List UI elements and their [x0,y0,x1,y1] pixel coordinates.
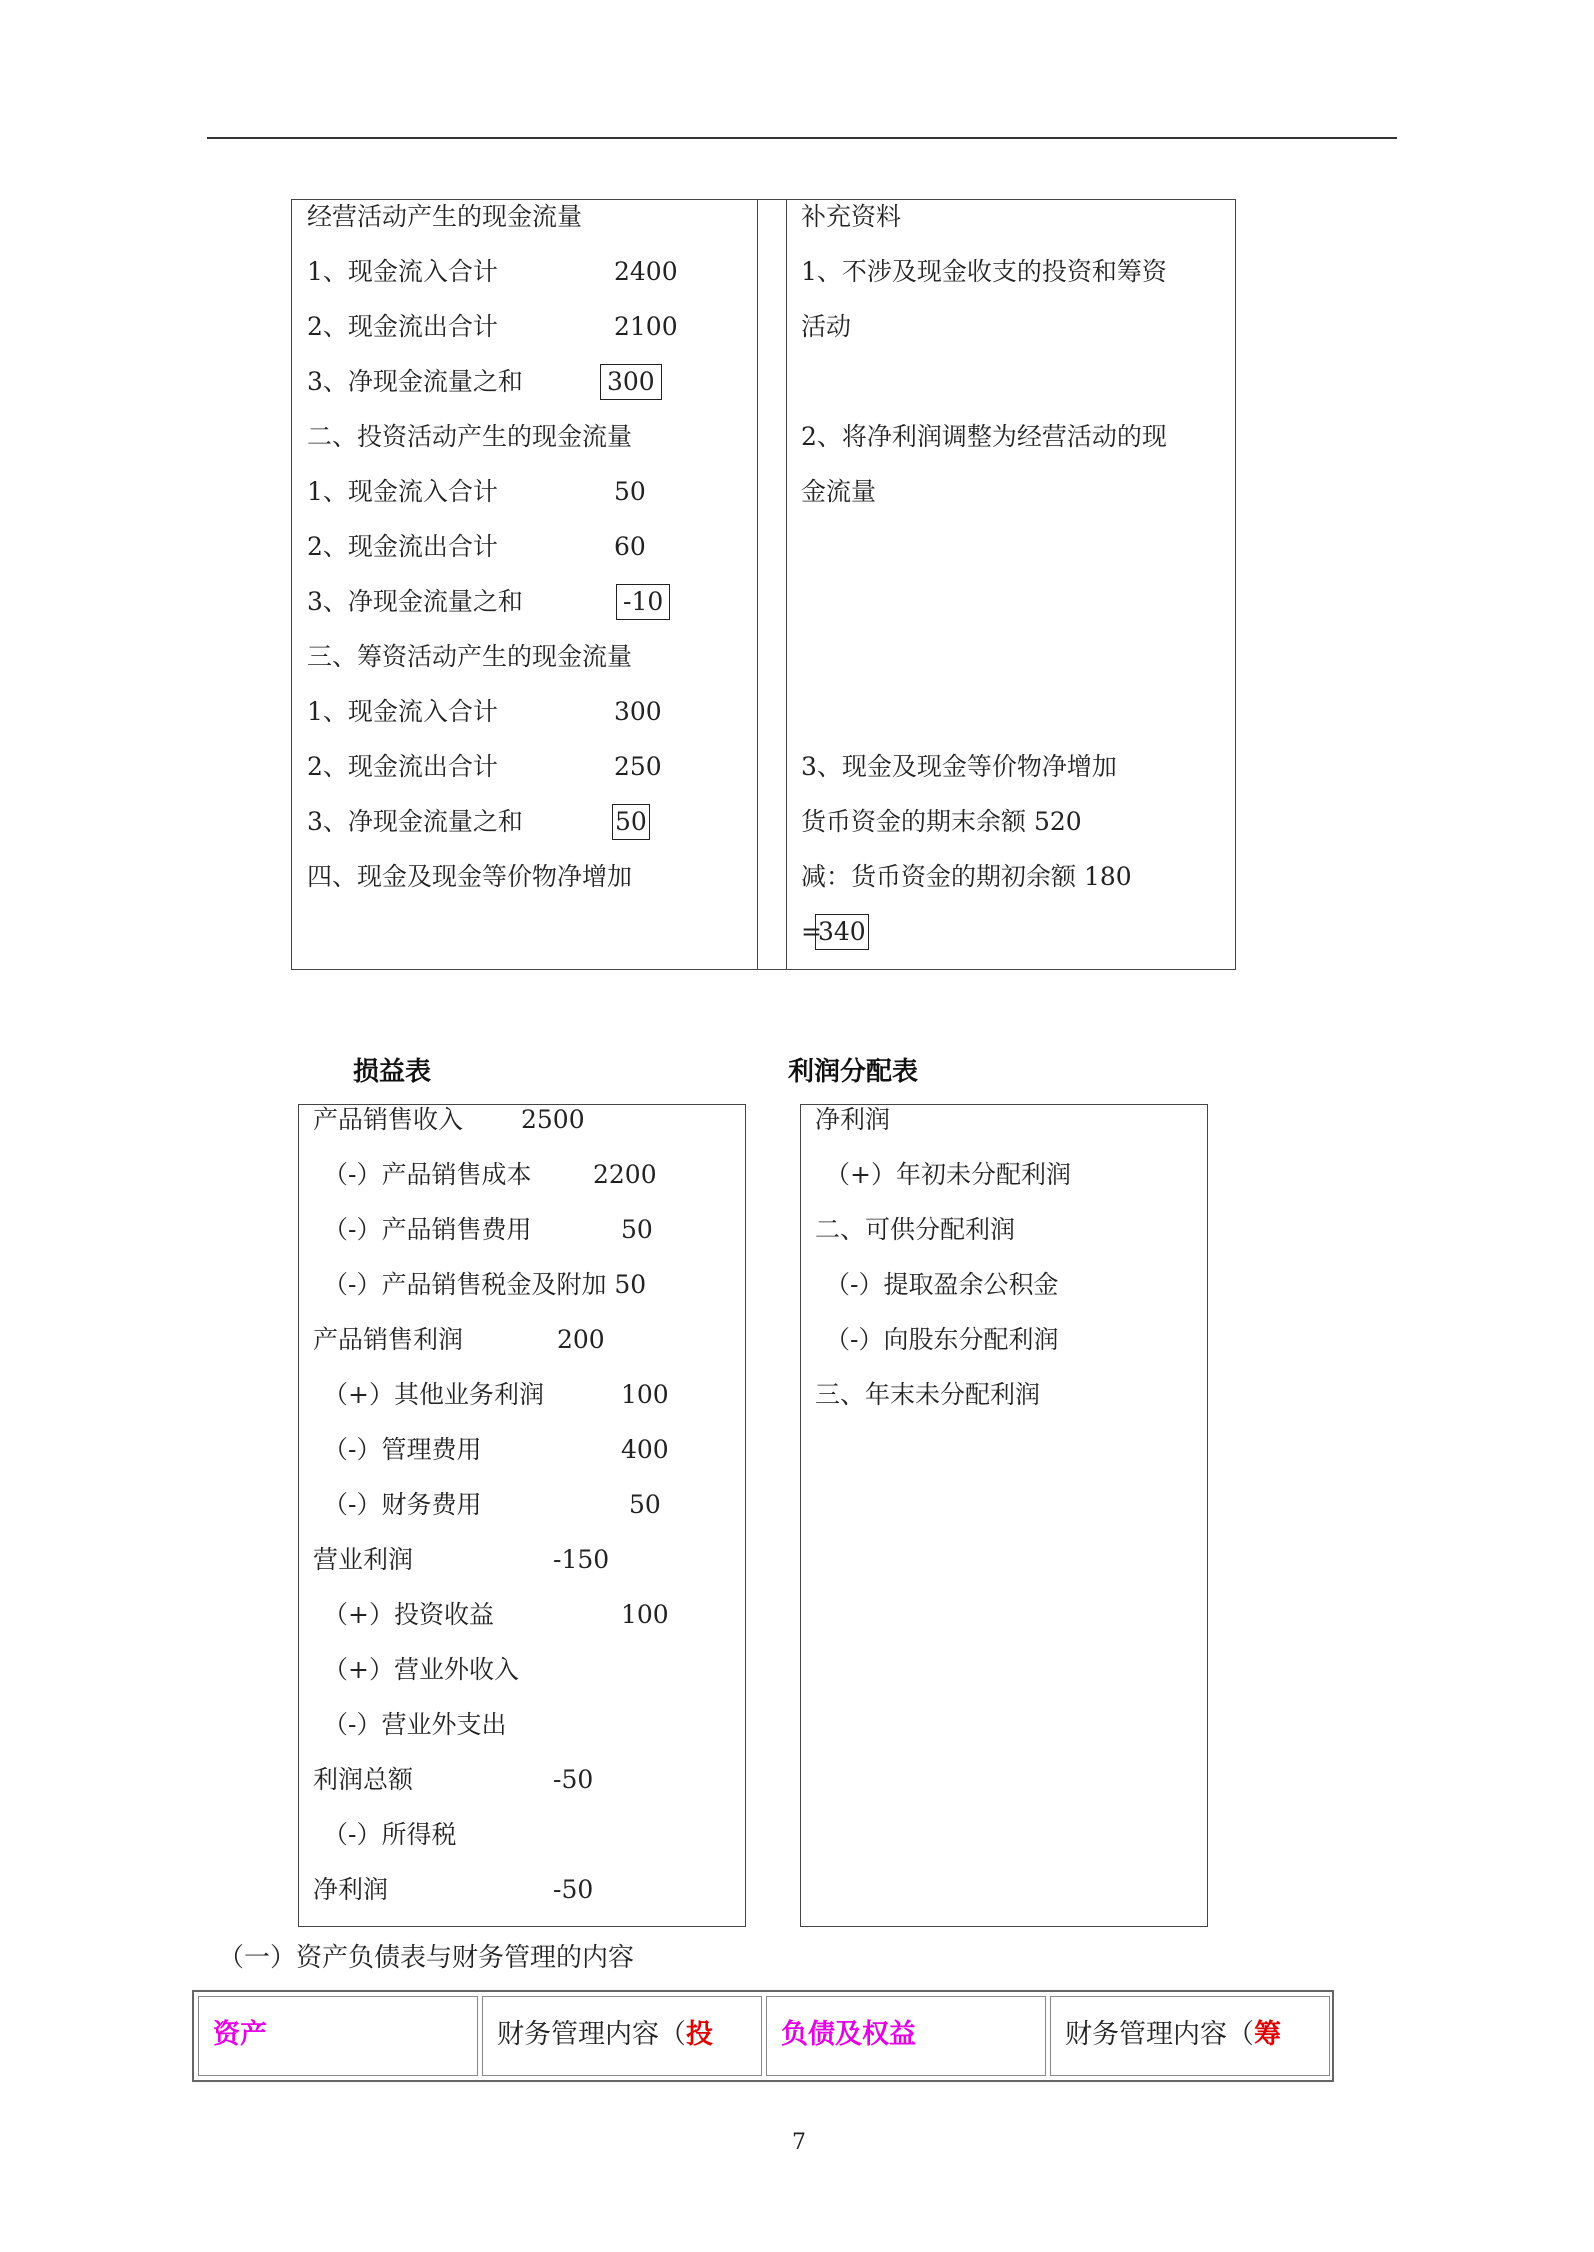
header-cell-liabilities [766,1996,1046,2076]
operating-inflow-label: 1、现金流入合计 [307,257,498,286]
header-rule [207,137,1397,139]
investing-title: 二、投资活动产生的现金流量 [307,422,633,451]
income-row-value: 50 [629,1490,661,1519]
header-liabilities-label: 负债及权益 [781,2019,916,2050]
supplement-result: 340 [815,914,869,950]
distribution-row-label: （+）年初未分配利润 [825,1160,1071,1189]
income-row-label: 产品销售利润 [313,1325,464,1354]
investing-inflow-value: 50 [614,477,646,506]
supplement-item3-title: 3、现金及现金等价物净增加 [801,752,1117,781]
investing-outflow-value: 60 [614,532,646,561]
income-row-label: 营业利润 [313,1545,414,1574]
header-cell-investment-content [482,1996,762,2076]
income-statement-title: 损益表 [353,1057,432,1087]
income-statement-box [298,1104,746,1927]
investing-outflow-label: 2、现金流出合计 [307,532,498,561]
income-row-label: （-）产品销售费用 [323,1215,532,1244]
income-row-value: 200 [557,1325,605,1354]
section-caption: （一）资产负债表与财务管理的内容 [218,1943,635,1973]
income-row-value: 2500 [521,1105,585,1134]
income-row-value: 2200 [593,1160,657,1189]
investing-net-value: -10 [616,584,670,620]
financing-inflow-value: 300 [614,697,662,726]
income-row-label: （+）营业外收入 [323,1655,519,1684]
supplement-item2-line1: 2、将净利润调整为经营活动的现 [801,422,1167,451]
header-investment-prefix: 财务管理内容（ [497,2019,686,2050]
supplement-beginning-balance: 减：货币资金的期初余额 180 [801,862,1132,891]
distribution-statement-box [800,1104,1208,1927]
cash-flow-main-column [291,199,757,970]
financing-net-label: 3、净现金流量之和 [307,807,523,836]
header-financing-red: 筹 [1254,2019,1281,2050]
header-cell-financing-content [1050,1996,1330,2076]
income-row-label: （-）财务费用 [323,1490,482,1519]
income-row-label: （-）营业外支出 [323,1710,507,1739]
supplement-equals: = [801,917,822,946]
supplement-title: 补充资料 [801,202,902,231]
operating-net-value: 300 [600,364,662,400]
income-row-label: 产品销售收入 [313,1105,464,1134]
income-row-label: （+）其他业务利润 [323,1380,544,1409]
income-row-label: （-）产品销售成本 [323,1160,532,1189]
operating-title: 经营活动产生的现金流量 [307,202,583,231]
header-assets-label: 资产 [213,2019,267,2050]
financing-net-value: 50 [612,804,650,840]
income-row-value: -50 [553,1875,594,1904]
income-row-label: 利润总额 [313,1765,414,1794]
financing-title: 三、筹资活动产生的现金流量 [307,642,633,671]
distribution-row-label: （-）提取盈余公积金 [825,1270,1059,1299]
balance-sheet-header-row [192,1990,1334,2082]
operating-inflow-value: 2400 [614,257,678,286]
investing-net-label: 3、净现金流量之和 [307,587,523,616]
header-cell-assets [198,1996,478,2076]
header-financing-prefix: 财务管理内容（ [1065,2019,1254,2050]
distribution-statement-title: 利润分配表 [788,1057,919,1087]
operating-outflow-label: 2、现金流出合计 [307,312,498,341]
header-investment-content-label [497,2019,713,2051]
header-financing-content-label [1065,2019,1281,2051]
distribution-row-label: 二、可供分配利润 [815,1215,1016,1244]
financing-inflow-label: 1、现金流入合计 [307,697,498,726]
distribution-row-label: 净利润 [815,1105,891,1134]
income-row-label: （-）产品销售税金及附加 50 [323,1270,647,1299]
income-row-value: 50 [621,1215,653,1244]
cash-flow-supplement-column [787,199,1236,970]
investing-inflow-label: 1、现金流入合计 [307,477,498,506]
financing-outflow-label: 2、现金流出合计 [307,752,498,781]
cash-flow-spacer-column [757,199,787,970]
income-row-value: 100 [621,1380,669,1409]
income-row-label: （+）投资收益 [323,1600,494,1629]
supplement-item1-line2: 活动 [801,312,852,341]
financing-outflow-value: 250 [614,752,662,781]
income-row-label: （-）所得税 [323,1820,457,1849]
income-row-label: 净利润 [313,1875,389,1904]
distribution-row-label: 三、年末未分配利润 [815,1380,1041,1409]
income-row-value: -150 [553,1545,610,1574]
cash-increase-title: 四、现金及现金等价物净增加 [307,862,633,891]
page-number: 7 [792,2130,806,2155]
income-row-value: 100 [621,1600,669,1629]
operating-outflow-value: 2100 [614,312,678,341]
header-investment-red: 投 [686,2019,713,2050]
distribution-row-label: （-）向股东分配利润 [825,1325,1059,1354]
supplement-ending-balance: 货币资金的期末余额 520 [801,807,1082,836]
income-row-value: -50 [553,1765,594,1794]
supplement-item1-line1: 1、不涉及现金收支的投资和筹资 [801,257,1167,286]
income-row-value: 400 [621,1435,669,1464]
operating-net-label: 3、净现金流量之和 [307,367,523,396]
income-row-label: （-）管理费用 [323,1435,482,1464]
supplement-item2-line2: 金流量 [801,477,877,506]
